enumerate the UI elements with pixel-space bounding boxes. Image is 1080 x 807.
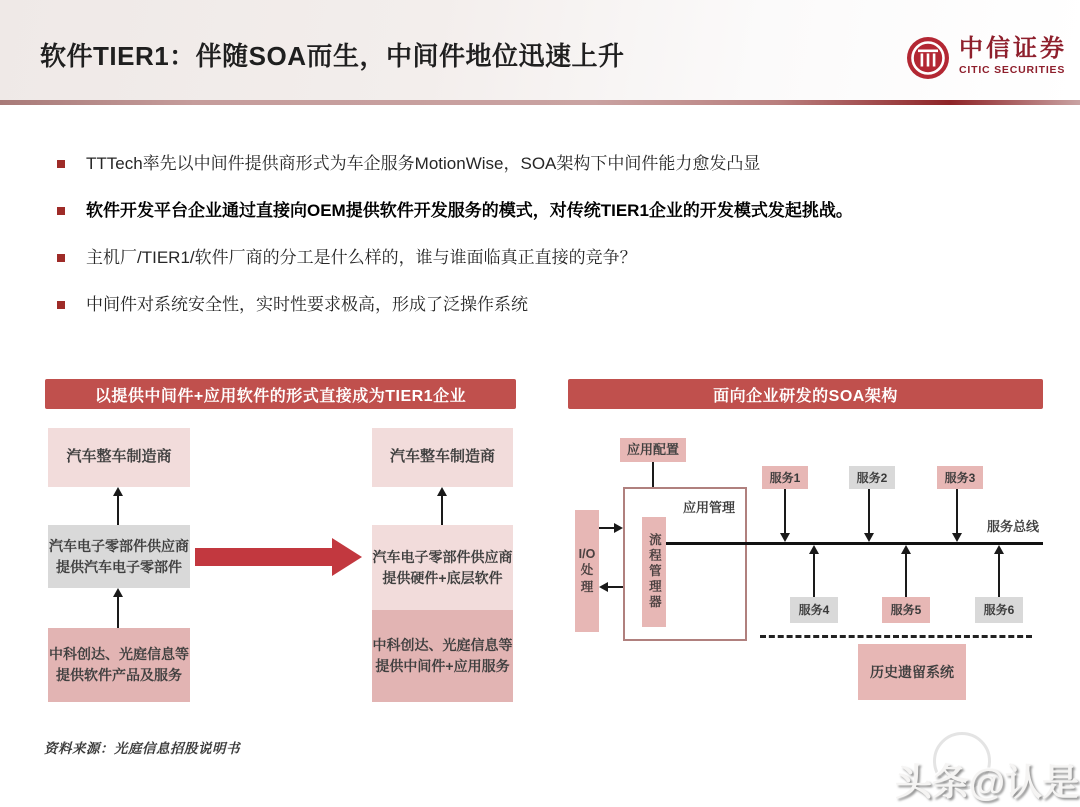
down-arrow-icon [951,489,963,542]
box-tier1-after [372,525,513,610]
right-panel-title: 面向企业研发的SOA架构 [713,387,898,405]
service-bus-label: 服务总线 [986,519,1039,534]
box-label: 服务2 [856,470,888,485]
box-label: 提供硬件+底层软件 [382,569,503,586]
box-label: 汽车电子零部件供应商 [49,537,189,554]
service-5-box [882,597,930,623]
service-1-box [762,466,808,489]
box-label: 提供中间件+应用服务 [375,658,510,674]
box-label: 流程管理器 [647,533,662,611]
up-arrow-icon [808,545,820,597]
bullet-list [55,150,975,318]
down-arrow-icon [863,489,875,542]
bullet-item [55,244,975,271]
bullet-text: 中间件对系统安全性，实时性要求极高，形成了泛操作系统 [86,295,528,314]
citic-logo-cn: 中信证券 [959,36,1067,62]
box-label: 汽车电子零部件供应商 [372,548,513,565]
box-label: 服务6 [983,603,1015,617]
box-label: 中科创达、光庭信息等 [372,637,513,653]
citic-logo [906,36,1067,80]
box-label: 汽车整车制造商 [66,448,172,466]
box-label: 汽车整车制造商 [389,448,495,466]
up-arrow-icon [112,487,124,525]
up-arrow-icon [993,545,1005,597]
header-divider [0,100,1080,105]
box-label: 中科创达、光庭信息等 [49,646,189,662]
box-label: 理 [580,579,594,594]
box-label: 服务5 [890,603,922,617]
process-manager-box [642,517,666,627]
bullet-marker-icon [57,254,65,262]
box-label: 服务3 [944,470,976,485]
bullet-text: 主机厂/TIER1/软件厂商的分工是什么样的，谁与谁面临真正直接的竞争？ [86,248,637,267]
box-oem-after [372,428,513,487]
left-panel-title: 以提供中间件+应用软件的形式直接成为TIER1企业 [94,387,467,405]
down-arrow-icon [779,489,791,542]
citic-logo-text [959,36,1067,76]
box-label: 历史遗留系统 [870,663,954,680]
up-arrow-icon [436,487,448,525]
up-arrow-icon [900,545,912,597]
right-arrow-icon [599,522,623,534]
box-software-after [372,610,513,702]
box-oem-before [48,428,190,487]
left-panel-title-bar [45,379,516,409]
box-label: 应用配置 [626,442,679,458]
legacy-system-box [858,644,966,700]
service-2-box [849,466,895,489]
citic-logo-en: CITIC SECURITIES [959,64,1066,76]
box-label: 提供软件产品及服务 [56,667,182,683]
bullet-item [55,150,975,177]
bullet-marker-icon [57,160,65,168]
service-6-box [975,597,1023,623]
app-config-box [620,438,686,462]
box-software-before [48,628,190,702]
io-processing-box [575,510,599,632]
bullet-text: TTTech率先以中间件提供商形式为车企服务MotionWise，SOA架构下中间件能力愈发凸显 [86,154,761,173]
watermark [895,748,1080,803]
soa-architecture-diagram [568,412,1043,712]
watermark-text: 头条@认是 [895,762,1080,803]
left-arrow-icon [599,581,623,593]
service-bus-line [666,542,1043,545]
box-label: 服务4 [798,603,830,617]
bullet-marker-icon [57,207,65,215]
box-tier1-before [48,525,190,588]
bullet-item [55,197,975,224]
bullet-item [55,291,975,318]
box-label: 处 [580,563,594,578]
legacy-boundary-dashed-line [760,635,1032,638]
service-3-box [937,466,983,489]
up-arrow-icon [112,588,124,628]
box-label: I/O [578,546,596,561]
box-label: 服务1 [769,470,801,485]
service-4-box [790,597,838,623]
right-panel-title-bar [568,379,1043,409]
citic-emblem-icon [906,36,950,80]
bullet-marker-icon [57,301,65,309]
bullet-text: 软件开发平台企业通过直接向OEM提供软件开发服务的模式，对传统TIER1企业的开发模式发起挑战。 [86,201,853,220]
page-title: 软件TIER1：伴随SOA而生，中间件地位迅速上升 [40,41,625,71]
app-mgmt-label: 应用管理 [682,500,735,515]
box-label: 提供汽车电子零部件 [56,558,182,575]
tier1-transition-diagram [45,412,516,712]
source-note: 资料来源：光庭信息招股说明书 [44,741,240,756]
